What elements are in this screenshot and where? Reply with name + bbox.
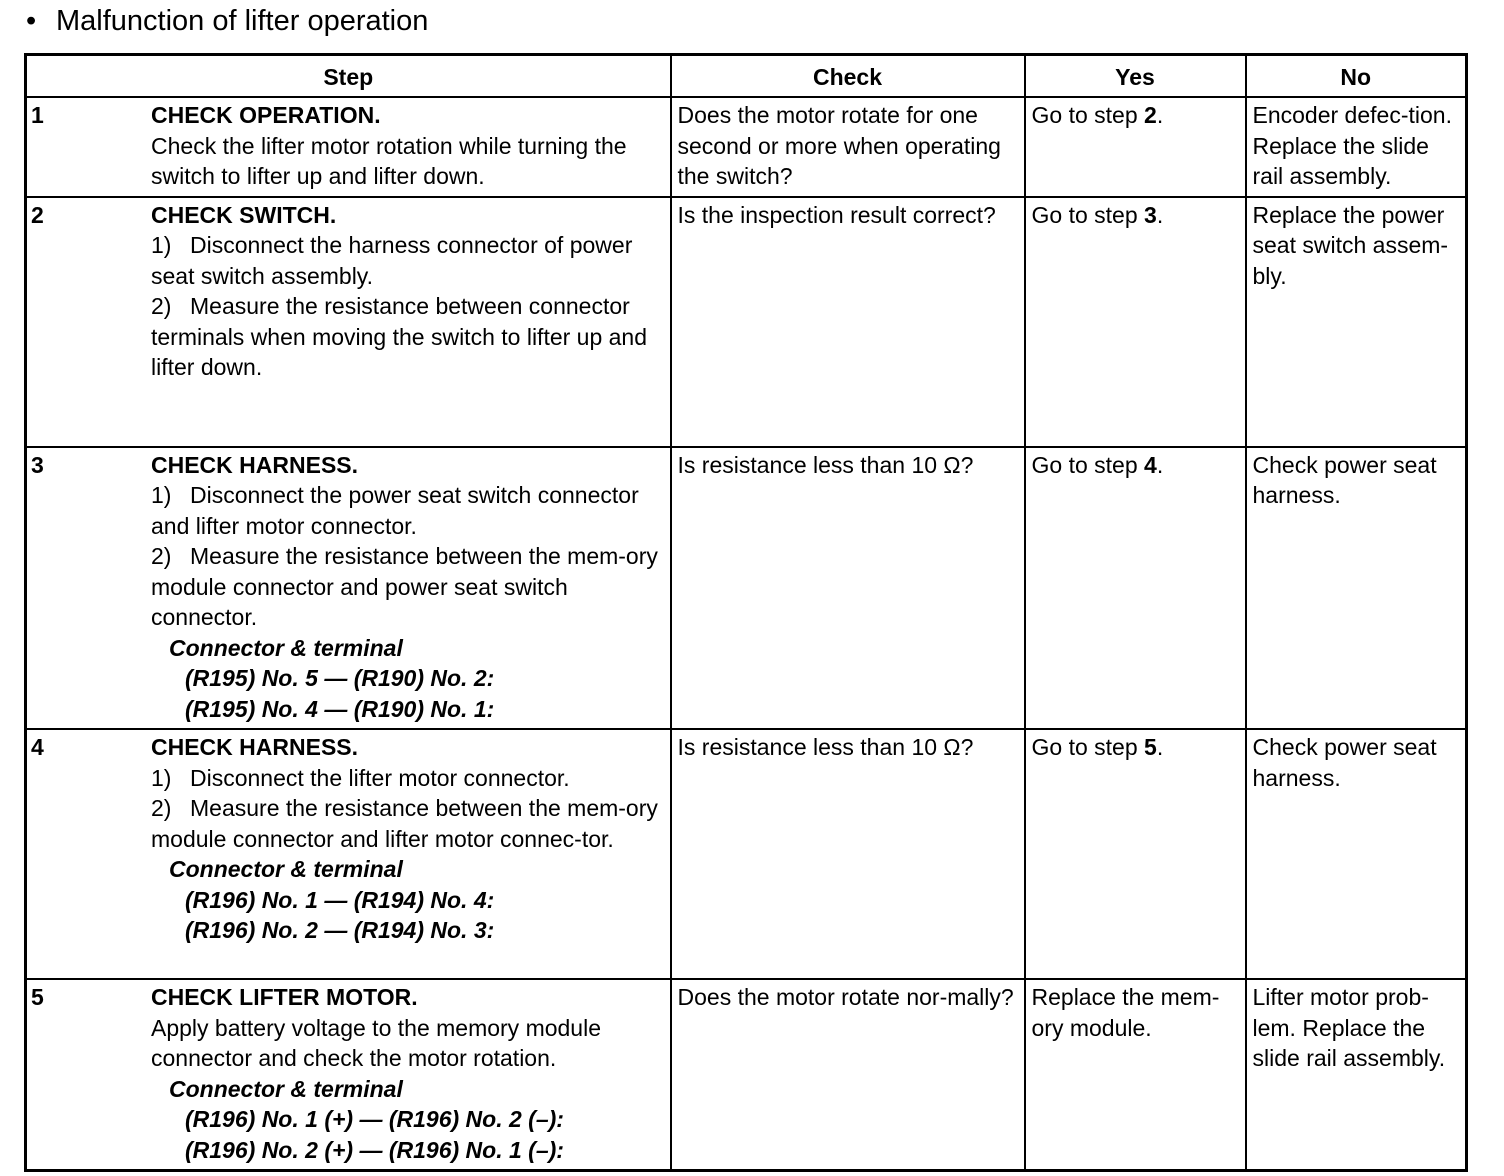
- check-cell: Is the inspection result correct?: [671, 197, 1025, 447]
- sub-step-text: Measure the resistance between the mem-ory module connector and power seat switch connector.: [151, 543, 658, 630]
- yes-suffix: .: [1156, 734, 1164, 760]
- section-heading: [26, 2, 428, 40]
- table-header-row: [26, 55, 1467, 98]
- sub-step-number: 1): [151, 482, 172, 508]
- column-header-yes: Yes: [1025, 55, 1246, 98]
- no-cell: Check power seat harness.: [1246, 729, 1467, 979]
- diagnostic-table: [24, 53, 1468, 1172]
- check-cell: Is resistance less than 10 Ω?: [671, 729, 1025, 979]
- sub-step: [151, 480, 665, 541]
- sub-step: [151, 793, 665, 854]
- check-cell: Does the motor rotate nor-mally?: [671, 979, 1025, 1171]
- sub-step: [151, 230, 665, 291]
- sub-step: [151, 763, 665, 794]
- step-title: CHECK HARNESS.: [151, 451, 359, 478]
- yes-cell: [1025, 197, 1246, 447]
- column-header-no: No: [1246, 55, 1467, 98]
- sub-step-number: 1): [151, 764, 172, 791]
- connector-terminal-line: (R195) No. 4 — (R190) No. 1:: [185, 695, 495, 722]
- sub-step-text: Measure the resistance between the mem-ory module connector and lifter motor connec-tor.: [151, 795, 658, 852]
- step-cell: [26, 729, 671, 979]
- step-title: CHECK LIFTER MOTOR.: [151, 984, 418, 1010]
- section-heading-text: Malfunction of lifter operation: [56, 5, 429, 37]
- step-cell: [26, 447, 671, 730]
- sub-step-text: Disconnect the power seat switch connector and lifter motor connector.: [151, 482, 639, 539]
- yes-step-number: 4: [1144, 451, 1157, 478]
- table-row: [26, 97, 1467, 197]
- step-cell: [26, 197, 671, 447]
- sub-step-number: 2): [151, 543, 172, 569]
- yes-suffix: .: [1156, 102, 1164, 128]
- yes-text: Go to step: [1031, 102, 1145, 128]
- step-number: 2: [31, 201, 44, 228]
- yes-cell: Replace the mem-ory module.: [1025, 979, 1246, 1171]
- table-row: [26, 197, 1467, 447]
- connector-terminal-line: (R196) No. 2 — (R194) No. 3:: [185, 917, 495, 943]
- step-number: 4: [31, 734, 44, 760]
- sub-step: [151, 291, 665, 383]
- step-number: 5: [31, 984, 44, 1010]
- yes-suffix: .: [1156, 201, 1164, 228]
- step-cell: [26, 979, 671, 1171]
- no-cell: Lifter motor prob-lem. Replace the slide rail assembly.: [1246, 979, 1467, 1171]
- no-cell: Replace the power seat switch assem-bly.: [1246, 197, 1467, 447]
- connector-terminal-heading: Connector & terminal: [169, 856, 403, 882]
- step-title: CHECK SWITCH.: [151, 201, 337, 228]
- check-cell: Is resistance less than 10 Ω?: [671, 447, 1025, 730]
- sub-step-number: 2): [151, 795, 172, 821]
- column-header-check: Check: [671, 55, 1025, 98]
- yes-cell: [1025, 729, 1246, 979]
- sub-step: [151, 541, 665, 633]
- connector-terminal-line: (R196) No. 2 (+) — (R196) No. 1 (–):: [185, 1136, 564, 1163]
- step-number: 3: [31, 451, 44, 478]
- yes-suffix: .: [1156, 451, 1164, 478]
- yes-cell: [1025, 97, 1246, 197]
- connector-terminal-heading: Connector & terminal: [169, 1075, 403, 1102]
- step-title: CHECK OPERATION.: [151, 102, 381, 128]
- check-cell: Does the motor rotate for one second or more when operating the switch?: [671, 97, 1025, 197]
- connector-terminal-line: (R196) No. 1 (+) — (R196) No. 2 (–):: [185, 1106, 564, 1132]
- no-cell: Check power seat harness.: [1246, 447, 1467, 730]
- step-instruction: Check the lifter motor rotation while turning the switch to lifter up and lifter down.: [151, 132, 627, 189]
- table-row: [26, 729, 1467, 979]
- yes-step-number: 3: [1144, 201, 1157, 228]
- sub-step-text: Measure the resistance between connector terminals when moving the switch to lifter up and lifter down.: [151, 293, 648, 380]
- column-header-step: Step: [26, 55, 671, 98]
- no-cell: Encoder defec-tion. Replace the slide rail assembly.: [1246, 97, 1467, 197]
- yes-text: Go to step: [1031, 451, 1145, 478]
- yes-text: Go to step: [1031, 734, 1145, 760]
- step-number: 1: [31, 102, 44, 128]
- table-row: [26, 447, 1467, 730]
- sub-step-text: Disconnect the lifter motor connector.: [190, 764, 570, 791]
- yes-text: Go to step: [1031, 201, 1145, 228]
- sub-step-number: 1): [151, 232, 172, 258]
- step-title: CHECK HARNESS.: [151, 734, 359, 760]
- sub-step-number: 2): [151, 293, 172, 319]
- bullet-icon: •: [26, 5, 37, 37]
- table-row: [26, 979, 1467, 1171]
- connector-terminal-heading: Connector & terminal: [169, 634, 403, 661]
- step-instruction: Apply battery voltage to the memory module connector and check the motor rotation.: [151, 1014, 602, 1071]
- step-cell: [26, 97, 671, 197]
- yes-step-number: 2: [1144, 102, 1157, 128]
- yes-cell: [1025, 447, 1246, 730]
- connector-terminal-line: (R195) No. 5 — (R190) No. 2:: [185, 665, 495, 691]
- yes-step-number: 5: [1144, 734, 1157, 760]
- sub-step-text: Disconnect the harness connector of power seat switch assembly.: [151, 232, 633, 289]
- connector-terminal-line: (R196) No. 1 — (R194) No. 4:: [185, 886, 495, 913]
